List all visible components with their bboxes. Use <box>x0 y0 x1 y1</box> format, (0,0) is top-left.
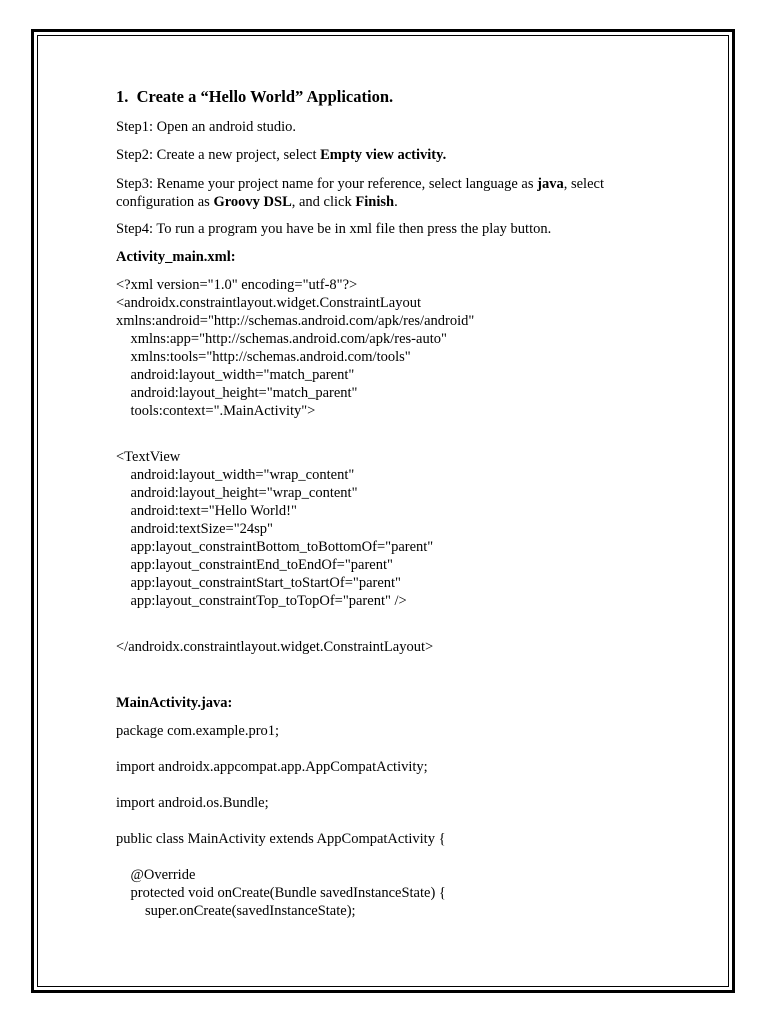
textview-line: android:layout_width="wrap_content" <box>116 467 355 483</box>
xml-closing-tag: </androidx.constraintlayout.widget.ConstraintLayout> <box>116 639 434 655</box>
step-4: Step4: To run a program you have be in xml file then press the play button. <box>116 221 552 237</box>
java-override: @Override <box>116 867 196 883</box>
step-3-after-java: , select <box>563 176 604 192</box>
java-super-call: super.onCreate(savedInstanceState); <box>116 903 356 919</box>
java-heading: MainActivity.java: <box>116 695 233 711</box>
step-3-end: . <box>394 194 398 210</box>
java-class-declaration: public class MainActivity extends AppCompatActivity { <box>116 831 446 847</box>
textview-line: android:textSize="24sp" <box>116 521 273 537</box>
xml-heading: Activity_main.xml: <box>116 249 236 265</box>
step-3-line-2 <box>116 193 398 211</box>
xml-line: xmlns:app="http://schemas.android.com/apk/res-auto" <box>116 331 447 347</box>
step-3-config: configuration as <box>116 194 214 210</box>
step-3-finish: Finish <box>355 194 395 210</box>
step-2-bold: Empty view activity. <box>320 147 447 163</box>
step-3-groovy: Groovy DSL <box>213 194 292 210</box>
java-package: package com.example.pro1; <box>116 723 280 739</box>
textview-line: <TextView <box>116 449 181 465</box>
textview-line: app:layout_constraintBottom_toBottomOf="parent" <box>116 539 434 555</box>
step-2 <box>116 146 446 164</box>
textview-line: app:layout_constraintEnd_toEndOf="parent" <box>116 557 393 573</box>
xml-line: xmlns:tools="http://schemas.android.com/tools" <box>116 349 411 365</box>
xml-line: xmlns:android="http://schemas.android.com/apk/res/android" <box>116 313 475 329</box>
xml-line: <?xml version="1.0" encoding="utf-8"?> <box>116 277 358 293</box>
textview-line: app:layout_constraintStart_toStartOf="parent" <box>116 575 401 591</box>
step-3-text: Step3: Rename your project name for your reference, select language as <box>116 176 538 192</box>
section-heading <box>116 88 393 106</box>
textview-line: android:text="Hello World!" <box>116 503 297 519</box>
step-2-text: Step2: Create a new project, select <box>116 147 321 163</box>
java-oncreate: protected void onCreate(Bundle savedInstanceState) { <box>116 885 446 901</box>
heading-number: 1. <box>116 87 129 106</box>
step-3-mid: , and click <box>291 194 356 210</box>
step-3-line-1 <box>116 175 604 193</box>
step-1: Step1: Open an android studio. <box>116 119 297 135</box>
step-3-java: java <box>537 176 564 192</box>
xml-line: tools:context=".MainActivity"> <box>116 403 316 419</box>
heading-title: Create a “Hello World” Application. <box>136 87 394 106</box>
xml-line: android:layout_width="match_parent" <box>116 367 355 383</box>
xml-line: android:layout_height="match_parent" <box>116 385 358 401</box>
java-import-appcompat: import androidx.appcompat.app.AppCompatActivity; <box>116 759 428 775</box>
java-import-bundle: import android.os.Bundle; <box>116 795 269 811</box>
textview-line: android:layout_height="wrap_content" <box>116 485 358 501</box>
textview-line: app:layout_constraintTop_toTopOf="parent" /> <box>116 593 407 609</box>
xml-line: <androidx.constraintlayout.widget.ConstraintLayout <box>116 295 421 311</box>
